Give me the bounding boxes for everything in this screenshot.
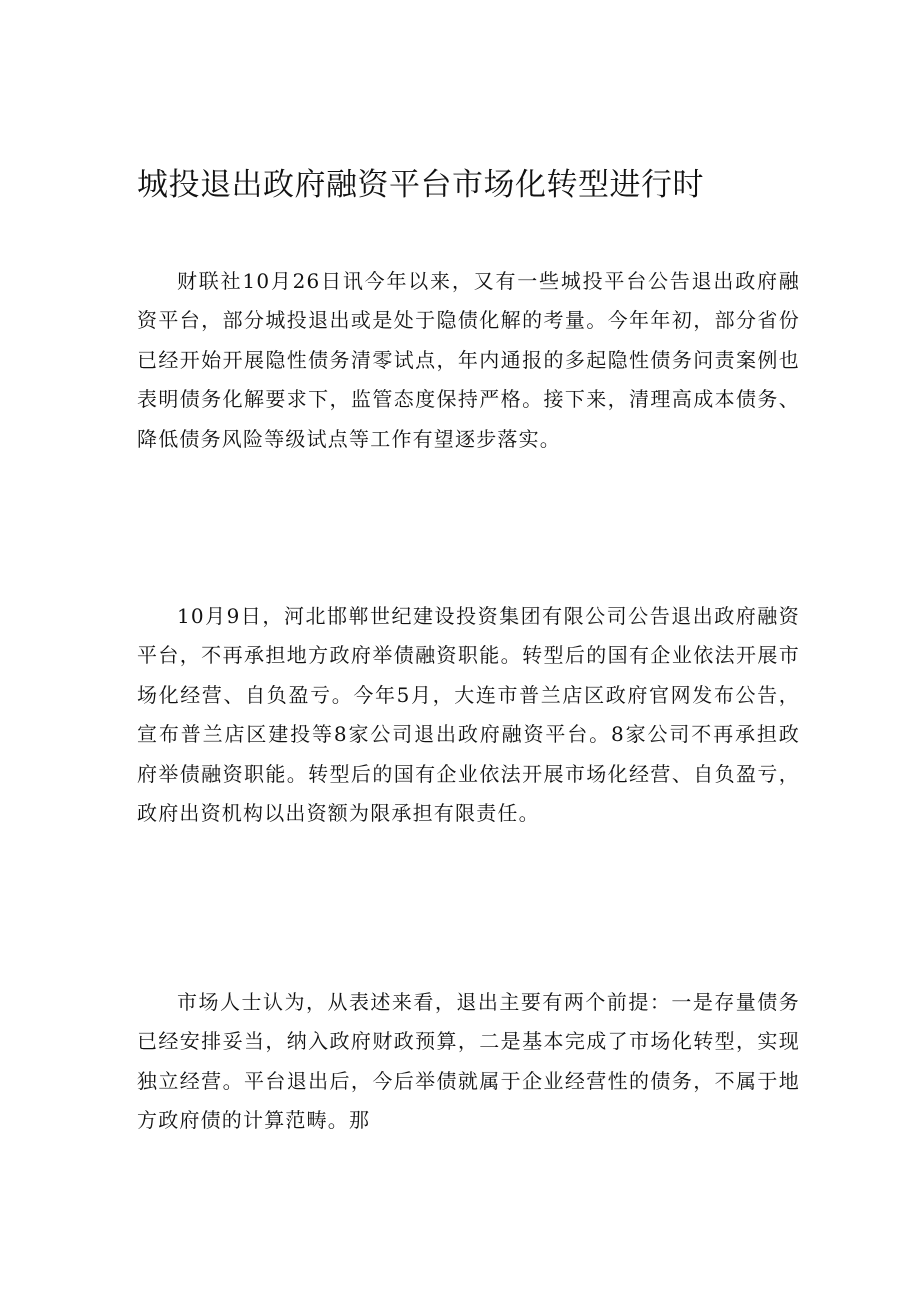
paragraph-3: 市场人士认为，从表述来看，退出主要有两个前提：一是存量债务已经安排妥当，纳入政府财政预算，二是基本完成了市场化转型，实现独立经营。平台退出后，今后举债就属于企业经营性的债务，不属于地方政府债的计算范畴。那 <box>137 990 800 1133</box>
page-title: 城投退出政府融资平台市场化转型进行时 <box>137 167 704 203</box>
paragraph-2: 10月9日，河北邯郸世纪建设投资集团有限公司公告退出政府融资平台，不再承担地方政府举债融资职能。转型后的国有企业依法开展市场化经营、自负盈亏。今年5月，大连市普兰店区政府官网发布公告，宣布普兰店区建投等8家公司退出政府融资平台。8家公司不再承担政府举债融资职能。转型后的国有企业依法开展市场化经营、自负盈亏，政府出资机构以出资额为限承担有限责任。 <box>137 604 800 826</box>
paragraph-1: 财联社10月26日讯今年以来，又有一些城投平台公告退出政府融资平台，部分城投退出或是处于隐债化解的考量。今年年初，部分省份已经开始开展隐性债务清零试点，年内通报的多起隐性债务问责案例也表明债务化解要求下，监管态度保持严格。接下来，清理高成本债务、降低债务风险等级试点等工作有望逐步落实。 <box>137 269 800 451</box>
